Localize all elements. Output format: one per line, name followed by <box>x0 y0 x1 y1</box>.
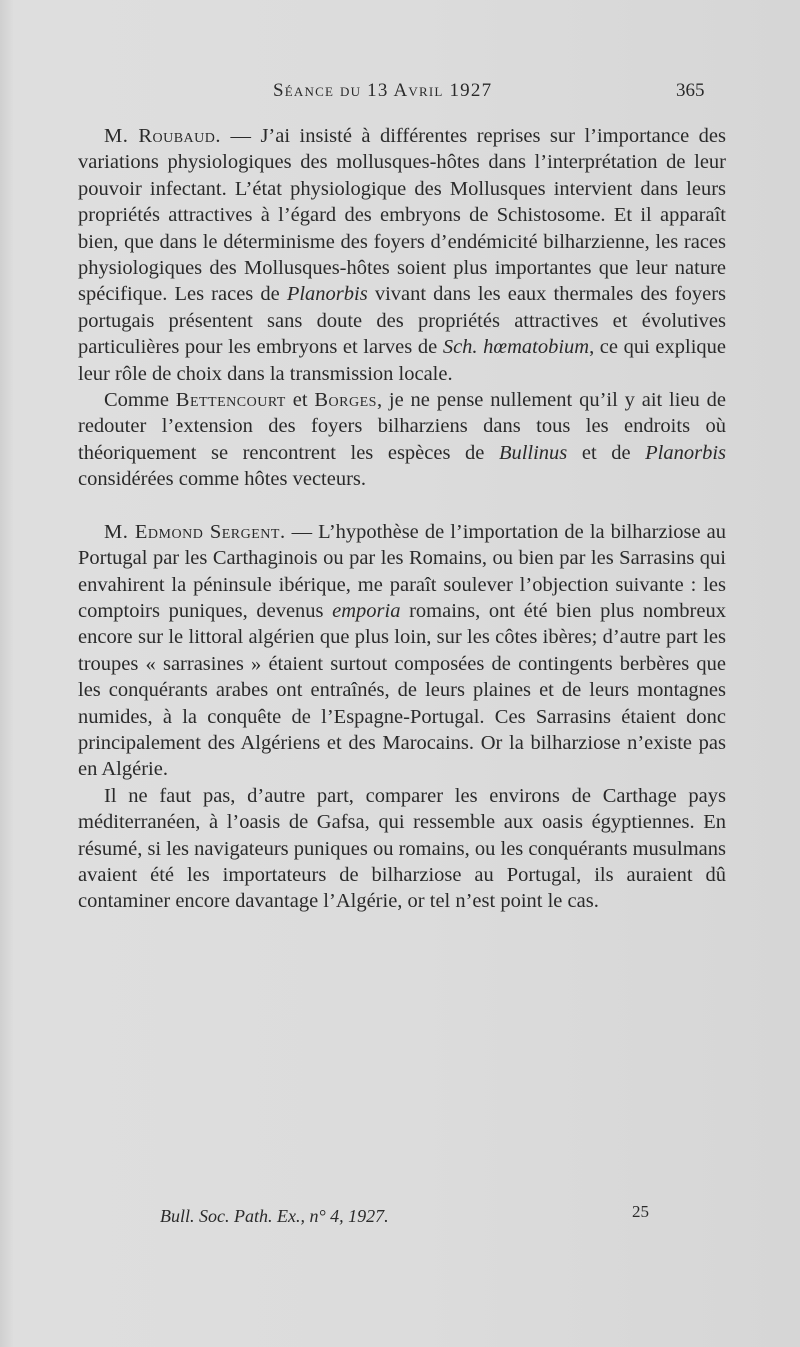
article-body <box>78 123 726 915</box>
italic-term: Bullinus <box>498 441 568 464</box>
text-segment: considérées comme hôtes vecteurs. <box>78 468 367 491</box>
text-segment: — L’hypothèse de l’importation de la bilharziose au Portugal par les Carthaginois ou par les Romains, ou bien par les Sarrasins qui envahirent la péninsule ibérique, me paraît soulever l’objection suivante : les comptoirs puniques, devenus <box>78 520 726 622</box>
running-head: Séance du 13 Avril 1927 <box>273 80 493 101</box>
signature-mark: 25 <box>632 1202 649 1221</box>
author-name: Borges <box>314 389 377 412</box>
journal-citation: Bull. Soc. Path. Ex., n° 4, 1927. <box>160 1206 389 1226</box>
text-segment: — J’ai insisté à différentes reprises sur l’importance des variations physiologiques des mollusques-hôtes dans l’interprétation de leur pouvoir infectant. L’état physiologique des Mollusques intervient dans leurs propriétés attractives à l’égard des embryons de Schistosome. Et il apparaît bien, que dans le déterminisme des foyers d’endémicité bilharzienne, les races physiologiques des Mollusques-hôtes soient plus importantes que leur nature spécifique. Les races de <box>78 125 726 306</box>
text-segment: vivant dans les eaux thermales des foyers portugais présentent sans doute des propriétés attractives et évolutives particulières pour les embryons et larves de <box>78 283 726 359</box>
italic-term: Planorbis <box>286 283 368 306</box>
paragraph <box>78 387 726 493</box>
author-name: Bettencourt <box>175 389 286 412</box>
text-segment: , je ne pense nullement qu’il y ait lieu de redouter l’extension des foyers bilharziens dans tous les endroits où théoriquement se rencontrent les espèces de <box>78 389 726 464</box>
speaker-name: M. Roubaud. <box>104 125 222 147</box>
text-segment: et <box>285 389 315 412</box>
speaker-name: M. Edmond Sergent. <box>104 520 286 543</box>
italic-term: Planorbis <box>645 441 726 464</box>
page-header <box>0 80 800 110</box>
text-segment: Comme <box>104 389 176 412</box>
text-segment: Il ne faut pas, d’autre part, comparer les environs de Carthage pays méditerranéen, à l’oasis de Gafsa, qui ressemble aux oasis égyptiennes. En résumé, si les navigateurs puniques ou romains, ou les conquérants musulmans avaient été les importateurs de bilharziose au Portugal, ils auraient dû contaminer encore davantage l’Algérie, or tel n’est point le cas. <box>78 784 726 913</box>
italic-term: Sch. hœmatobium <box>442 336 590 359</box>
paragraph <box>78 123 726 387</box>
page-number: 365 <box>676 80 705 101</box>
page-footer <box>0 1202 800 1236</box>
text-segment: , ce qui explique leur rôle de choix dans la transmission locale. <box>78 336 726 385</box>
paragraph <box>78 519 726 783</box>
italic-term: emporia <box>332 599 401 622</box>
paragraph <box>78 783 726 915</box>
text-segment: romains, ont été bien plus nombreux encore sur le littoral algérien que plus loin, sur les côtes ibères; d’autre part les troupes « sarrasines » étaient surtout composées de contingents berbères que les conquérants arabes ont entraînés, de leurs plaines et de leurs montagnes numides, à la conquête de l’Espagne-Portugal. Ces Sarrasins étaient donc principalement des Algériens et des Marocains. Or la bilharziose n’existe pas en Algérie. <box>78 599 726 781</box>
text-segment: et de <box>567 441 646 464</box>
